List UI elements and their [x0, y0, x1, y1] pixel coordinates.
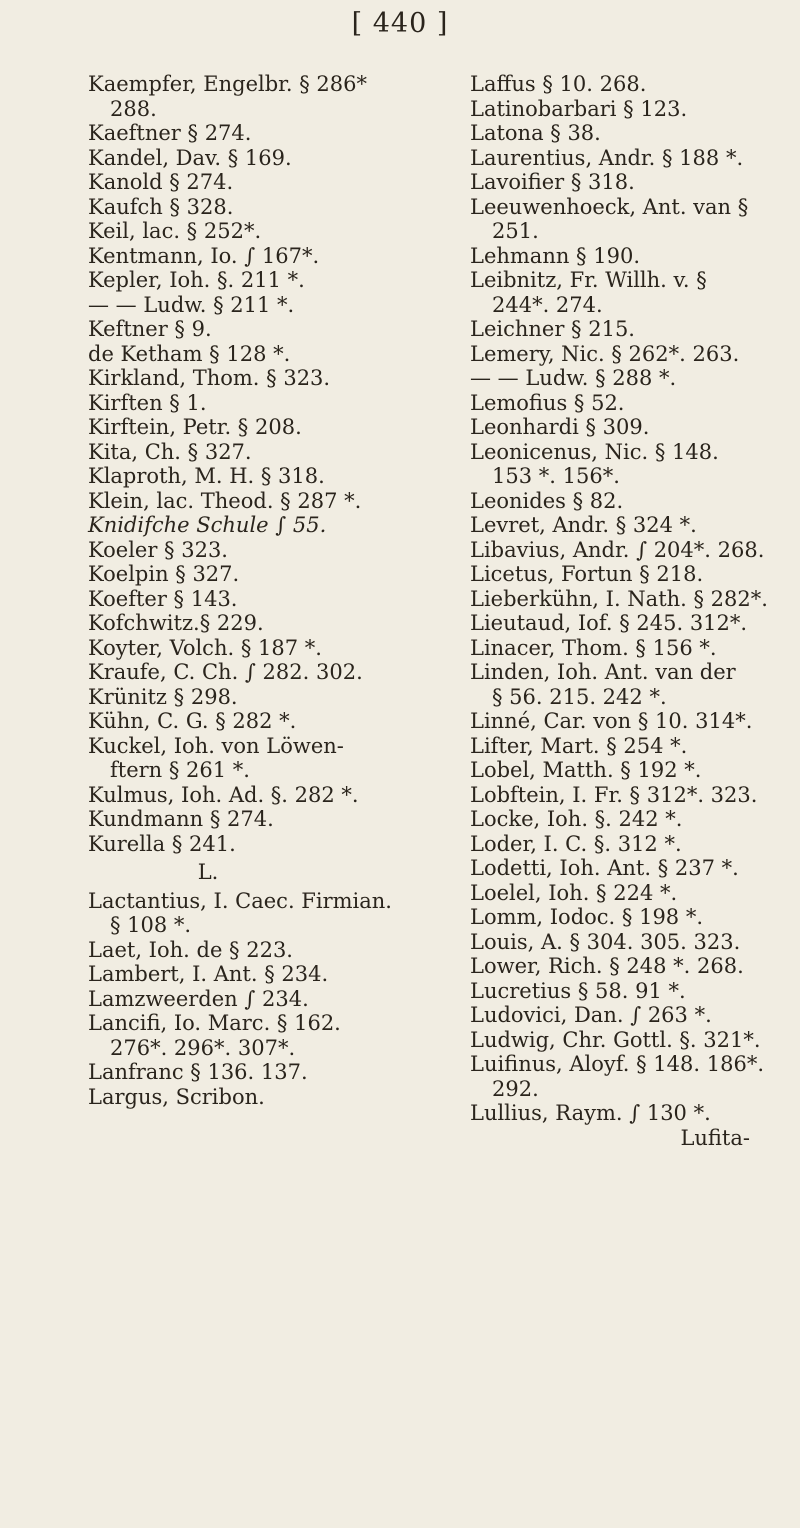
index-entry: — — Ludw. § 211 *. [88, 292, 295, 317]
index-entry: Kofchwitz.§ 229. [88, 611, 264, 635]
index-entry: Keil, lac. § 252*. [88, 219, 262, 243]
index-entry: Kentmann, Io. ∫ 167*. [88, 243, 320, 268]
page-number: [ 440 ] [351, 8, 449, 39]
index-entry: Lobel, Matth. § 192 *. [470, 758, 702, 782]
index-entry: Lamzweerden ∫ 234. [88, 986, 309, 1011]
index-entry: Lieberkühn, I. Nath. § 282*. [470, 586, 768, 611]
index-entry: Knidifche Schule ∫ 55. [88, 513, 327, 537]
index-entry: Largus, Scribon. [88, 1084, 265, 1109]
index-entry: de Ketham § 128 *. [88, 341, 291, 366]
index-entry: Latinobarbari § 123. [470, 96, 688, 121]
index-entry: Levret, Andr. § 324 *. [470, 513, 697, 537]
index-entry: Loelel, Ioh. § 224 *. [470, 880, 678, 905]
index-entry: Laurentius, Andr. § 188 *. [470, 145, 744, 170]
index-entry: Kühn, C. G. § 282 *. [88, 709, 297, 733]
index-entry: Kanold § 274. [88, 170, 234, 194]
index-entry: Laffus § 10. 268. [470, 72, 647, 96]
index-entry: Leonicenus, Nic. § 148. [470, 439, 719, 464]
index-entry: Kulmus, Ioh. Ad. §. 282 *. [88, 782, 359, 807]
index-entry: Lemery, Nic. § 262*. 263. [470, 341, 740, 366]
index-entry: Lucretius § 58. 91 *. [470, 978, 686, 1003]
catchword: Lufita- [680, 1125, 750, 1150]
index-entry: Kirkland, Thom. § 323. [88, 366, 331, 390]
index-entry: Laet, Ioh. de § 223. [88, 937, 293, 962]
index-entry: Lehmann § 190. [470, 243, 640, 268]
index-entry: Lodetti, Ioh. Ant. § 237 *. [470, 856, 739, 880]
index-entry: Linacer, Thom. § 156 *. [470, 635, 717, 660]
index-entry: Lambert, I. Ant. § 234. [88, 962, 329, 986]
index-entry: Latona § 38. [470, 121, 601, 145]
index-entry: 244*. 274. [492, 292, 603, 317]
index-entry: Lactantius, I. Caec. Firmian. [88, 888, 392, 913]
index-entry: Kaufch § 328. [88, 194, 234, 219]
index-entry: Klein, lac. Theod. § 287 *. [88, 488, 362, 513]
index-entry: Lanfranc § 136. 137. [88, 1060, 308, 1084]
index-entry: Kraufe, C. Ch. ∫ 282. 302. [88, 660, 363, 684]
index-entry: Locke, Ioh. §. 242 *. [470, 807, 683, 831]
index-entry: ftern § 261 *. [110, 758, 250, 782]
index-entry: Luifinus, Aloyf. § 148. 186*. [470, 1052, 764, 1076]
index-entry: Louis, A. § 304. 305. 323. [470, 929, 741, 954]
index-entry: Koefter § 143. [88, 586, 238, 611]
index-entry: Lower, Rich. § 248 *. 268. [470, 954, 744, 978]
index-entry: Lullius, Raym. ∫ 130 *. [470, 1101, 711, 1125]
index-entry: Leichner § 215. [470, 317, 635, 341]
index-entry: Koelpin § 327. [88, 562, 240, 586]
index-entry: Kirftein, Petr. § 208. [88, 415, 302, 439]
index-entry: Loder, I. C. §. 312 *. [470, 831, 682, 856]
index-entry: Kurella § 241. [88, 831, 236, 856]
index-entry: Krünitz § 298. [88, 684, 238, 709]
index-entry: Koyter, Volch. § 187 *. [88, 635, 322, 660]
index-entry: Kaeftner § 274. [88, 121, 252, 145]
index-entry: 153 *. 156*. [492, 464, 620, 488]
index-entry: 251. [492, 219, 539, 243]
index-entry: Leeuwenhoeck, Ant. van § [470, 194, 749, 219]
index-entry: Leonides § 82. [470, 488, 624, 513]
index-entry: — — Ludw. § 288 *. [470, 366, 677, 390]
index-entry: Lifter, Mart. § 254 *. [470, 733, 688, 758]
index-entry: Kita, Ch. § 327. [88, 439, 252, 464]
index-entry: 288. [110, 96, 157, 121]
index-entry: Lobftein, I. Fr. § 312*. 323. [470, 782, 758, 807]
index-entry: Leibnitz, Fr. Willh. v. § [470, 268, 707, 292]
index-entry: Kirften § 1. [88, 390, 207, 415]
index-entry: Kundmann § 274. [88, 807, 274, 831]
index-entry: Keftner § 9. [88, 317, 212, 341]
right-index-column [470, 72, 790, 1150]
index-entry: § 56. 215. 242 *. [492, 684, 667, 709]
index-entry: Lavoifier § 318. [470, 170, 635, 194]
index-entry: Linden, Ioh. Ant. van der [470, 660, 736, 684]
index-entry: Kepler, Ioh. §. 211 *. [88, 268, 305, 292]
index-entry: Licetus, Fortun § 218. [470, 562, 704, 586]
index-entry: § 108 *. [110, 913, 192, 937]
index-entry: Lemofius § 52. [470, 390, 625, 415]
index-entry: Leonhardi § 309. [470, 415, 650, 439]
index-entry: Klaproth, M. H. § 318. [88, 464, 325, 488]
index-entry: Lomm, Iodoc. § 198 *. [470, 905, 704, 929]
index-entry: Koeler § 323. [88, 537, 228, 562]
index-entry: Ludwig, Chr. Gottl. §. 321*. [470, 1027, 761, 1052]
index-entry: 292. [492, 1076, 539, 1101]
index-entry: Libavius, Andr. ∫ 204*. 268. [470, 537, 765, 562]
index-entry: Lancifi, Io. Marc. § 162. [88, 1011, 341, 1035]
index-entry: Kaempfer, Engelbr. § 286* [88, 72, 367, 96]
index-entry: Kandel, Dav. § 169. [88, 145, 292, 170]
index-entry: Ludovici, Dan. ∫ 263 *. [470, 1003, 712, 1027]
index-entry: Lieutaud, Iof. § 245. 312*. [470, 611, 748, 635]
left-index-column [88, 72, 448, 1109]
index-entry: Kuckel, Ioh. von Löwen- [88, 733, 344, 758]
index-entry: 276*. 296*. 307*. [110, 1035, 296, 1060]
index-entry: Linné, Car. von § 10. 314*. [470, 709, 753, 733]
section-heading: L. [197, 860, 219, 884]
